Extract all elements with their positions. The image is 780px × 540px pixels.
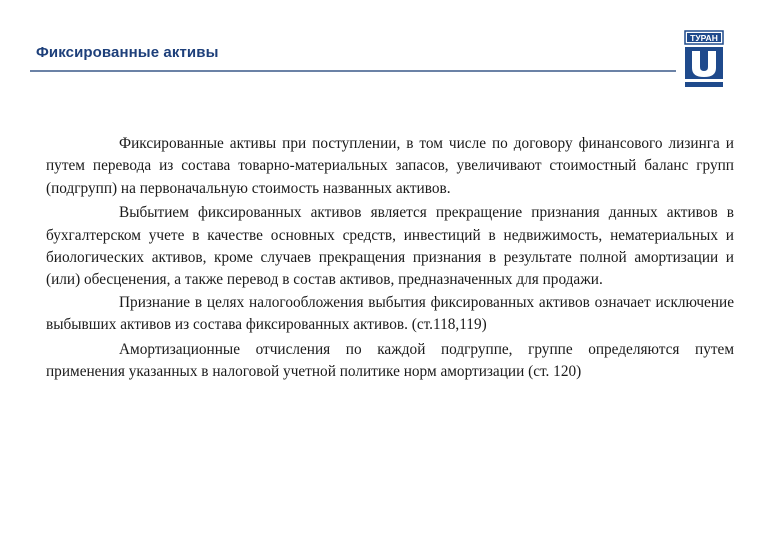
slide-title: Фиксированные активы bbox=[36, 44, 219, 61]
paragraph-acquisition: Фиксированные активы при поступлении, в том числе по договору финансового лизинга и путем перевода из состава товарно-материальных запасов, увеличивают стоимостный баланс групп (подгрупп) на первоначальную стоимость названных активов. bbox=[46, 135, 734, 197]
paragraph-depreciation: Амортизационные отчисления по каждой подгруппе, группе определяются путем применения указанных в налоговой учетной политике норм амортизации (ст. 120) bbox=[46, 340, 734, 381]
turan-logo-icon bbox=[684, 30, 724, 90]
logo-brand-text: ТУРАН bbox=[690, 33, 718, 43]
university-logo bbox=[684, 30, 724, 90]
body-text bbox=[46, 133, 734, 383]
paragraph-disposal: Выбытием фиксированных активов является прекращение признания данных активов в бухгалтерском учете в качестве основных средств, инвестиций в недвижимость, нематериальных и биологических активов, кроме случаев прекращения признания в результате полной амортизации и (или) обесценения, а также перевод в состав активов, предназначенных для продажи. bbox=[46, 204, 734, 289]
title-divider bbox=[30, 70, 676, 72]
paragraph-tax-recognition: Признание в целях налогообложения выбытия фиксированных активов означает исключение выбывших активов из состава фиксированных активов. (ст.118,119) bbox=[46, 293, 734, 334]
